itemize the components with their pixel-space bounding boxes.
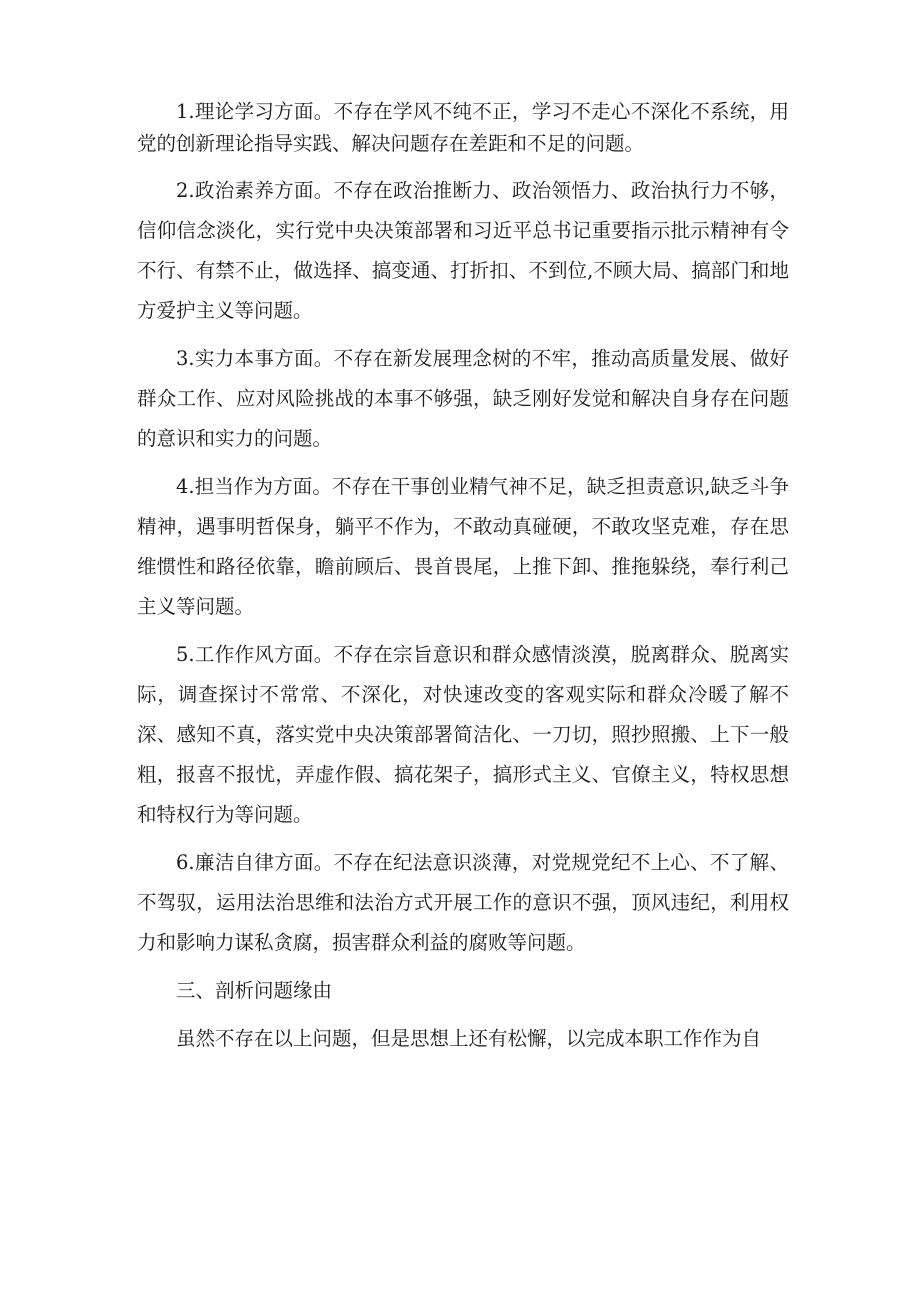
item-number: 4 (176, 475, 189, 498)
item-number: 2 (176, 179, 189, 202)
closing-paragraph: 虽然不存在以上问题，但是思想上还有松懈，以完成本职工作作为自 (176, 1027, 762, 1050)
item-text: .廉洁自律方面。不存在纪法意识淡薄，对党规党纪不上心、不了解、不驾驭，运用法治思维和法治方式开展工作的意识不强，顶风违纪，利用权力和影响力谋私贪腐，损害群众利益的腐败等问题。 (137, 851, 789, 954)
list-item (137, 635, 789, 835)
item-text: .理论学习方面。不存在学风不纯不正，学习不走心不深化不系统，用党的创新理论指导实践、解决问题存在差距和不足的问题。 (137, 100, 789, 155)
item-text: .工作作风方面。不存在宗旨意识和群众感情淡漠，脱离群众、脱离实际，调查探讨不常常、不深化，对快速改变的客观实际和群众冷暖了解不深、感知不真，落实党中央决策部署简洁化、一刀切，照抄照搬、上下一般粗，报喜不报忧，弄虚作假、搞花架子，搞形式主义、官僚主义，特权思想和特权行为等问题。 (137, 643, 789, 826)
item-number: 1 (176, 100, 189, 123)
item-text: .政治素养方面。不存在政治推断力、政治领悟力、政治执行力不够，信仰信念淡化，实行党中央决策部署和习近平总书记重要指示批示精神有令不行、有禁不止，做选择、搞变通、打折扣、不到位,不顾大局、搞部门和地方爱护主义等问题。 (137, 179, 789, 322)
item-number: 3 (176, 347, 189, 370)
document-body (137, 96, 789, 1059)
section-heading: 三、剖析问题缘由 (176, 979, 333, 1002)
item-text: .实力本事方面。不存在新发展理念树的不牢，推动高质量发展、做好群众工作、应对风险挑战的本事不够强，缺乏刚好发觉和解决自身存在问题的意识和实力的问题。 (137, 347, 789, 450)
list-item (137, 467, 789, 627)
list-item (137, 843, 789, 963)
item-number: 6 (176, 851, 189, 874)
list-item (137, 96, 789, 160)
list-item (137, 171, 789, 331)
item-text: .担当作为方面。不存在干事创业精气神不足，缺乏担责意识,缺乏斗争精神，遇事明哲保身，躺平不作为，不敢动真碰硬，不敢攻坚克难，存在思维惯性和路径依靠，瞻前顾后、畏首畏尾，上推下卸、推拖躲绕，奉行利己主义等问题。 (137, 475, 789, 618)
list-item (137, 339, 789, 459)
item-number: 5 (176, 643, 189, 666)
